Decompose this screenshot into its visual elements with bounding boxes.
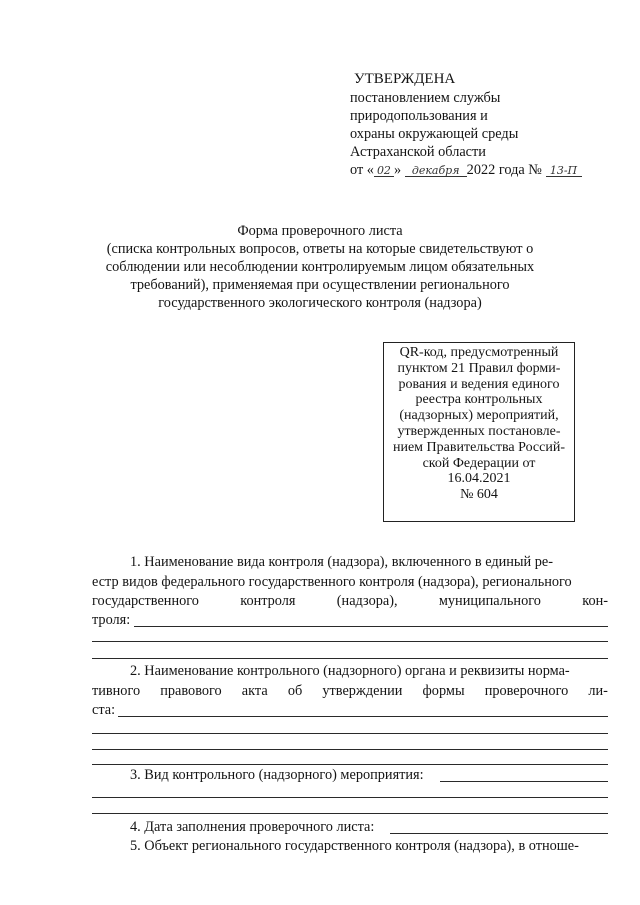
section-4-line-1: 4. Дата заполнения проверочного листа:: [130, 819, 375, 835]
qr-box-line: QR-код, предусмотренный: [399, 345, 559, 360]
section-2-line-2: тивного правового акта об утверждении формы проверочного ли-: [92, 683, 608, 699]
qr-box-line: нием Правительства Россий-: [392, 439, 566, 455]
qr-box-line: утвержденных постановле-: [397, 423, 561, 439]
section-2-fill-line[interactable]: [118, 716, 608, 717]
section-2-line-3: ста:: [92, 702, 116, 718]
date-mid: »: [393, 162, 402, 178]
title-line: соблюдении или несоблюдении контролируемым лицом обязательных: [105, 259, 535, 275]
section-2-fill-line[interactable]: [92, 749, 608, 750]
date-prefix: от «: [350, 162, 374, 178]
title-line: (списка контрольных вопросов, ответы на которые свидетельствуют о: [106, 241, 534, 257]
section-3-fill-line[interactable]: [440, 781, 608, 782]
title-line: государственного экологического контроля (надзора): [158, 295, 482, 311]
order-number-handwritten: 13-П: [549, 164, 578, 177]
section-4-fill-line[interactable]: [390, 833, 608, 834]
section-1-fill-line[interactable]: [134, 626, 608, 627]
section-2-fill-line[interactable]: [92, 733, 608, 734]
section-1-fill-line[interactable]: [92, 658, 608, 659]
approval-heading: УТВЕРЖДЕНА: [354, 71, 456, 87]
section-2-line-1: 2. Наименование контрольного (надзорного) органа и реквизиты норма-: [130, 663, 570, 679]
qr-box-line: ской Федерации от: [422, 455, 536, 471]
section-1-fill-line[interactable]: [92, 641, 608, 642]
approval-date-line: [350, 161, 582, 179]
date-day-handwritten: 02: [376, 164, 391, 177]
approval-line: постановлением службы: [350, 90, 501, 106]
qr-box-line: № 604: [460, 487, 498, 503]
section-2-fill-line[interactable]: [92, 764, 608, 765]
section-3-fill-line[interactable]: [92, 813, 608, 814]
section-1-line-3: государственного контроля (надзора), муниципального кон-: [92, 593, 608, 609]
title-line: требований), применяемая при осуществлении регионального: [130, 277, 510, 293]
approval-line: охраны окружающей среды: [350, 126, 519, 142]
qr-code-box: [383, 342, 575, 522]
qr-box-line: рования и ведения единого: [398, 376, 560, 392]
section-1-line-1: 1. Наименование вида контроля (надзора), включенного в единый ре-: [130, 554, 554, 570]
approval-line: природопользования и: [350, 108, 488, 124]
title-line: Форма проверочного листа: [237, 223, 403, 239]
date-year: 2022 года №: [466, 162, 542, 178]
section-3-fill-line[interactable]: [92, 797, 608, 798]
section-3-line-1: 3. Вид контрольного (надзорного) мероприятия:: [130, 767, 424, 783]
section-1-line-2: естр видов федерального государственного контроля (надзора), регионального: [92, 574, 572, 590]
section-5-line-1: 5. Объект регионального государственного контроля (надзора), в отноше-: [130, 838, 579, 854]
qr-box-line: 16.04.2021: [447, 471, 511, 487]
date-month-handwritten: декабря: [411, 164, 460, 177]
qr-box-line: пунктом 21 Правил форми-: [397, 360, 561, 376]
qr-box-line: реестра контрольных: [415, 392, 543, 408]
approval-line: Астраханской области: [350, 144, 486, 160]
qr-box-line: (надзорных) мероприятий,: [399, 408, 559, 424]
form-title: [40, 222, 600, 312]
section-1-line-4: троля:: [92, 612, 131, 628]
